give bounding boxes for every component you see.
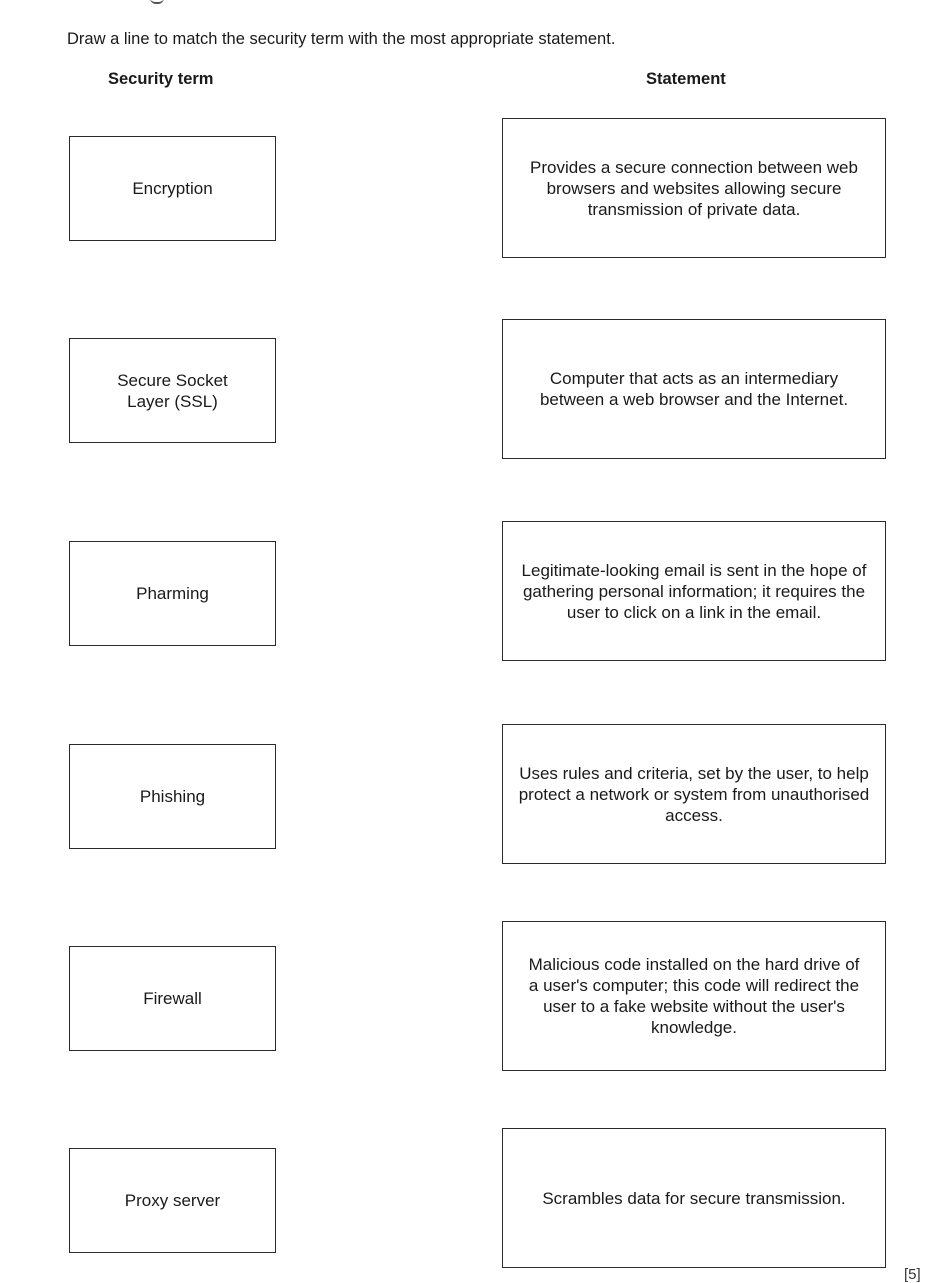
statement-box-5[interactable]: [502, 921, 886, 1071]
statement-text: Scrambles data for secure transmission.: [542, 1188, 846, 1208]
term-label: Pharming: [136, 584, 209, 603]
statement-text: Uses rules and criteria, set by the user, to help protect a network or system from unauthorised access.: [518, 763, 870, 825]
term-box-pharming[interactable]: [69, 541, 276, 646]
term-box-phishing[interactable]: [69, 744, 276, 849]
security-term-heading: Security term: [108, 70, 214, 88]
statement-text: Legitimate-looking email is sent in the hope of gathering personal information; it requires the user to click on a link in the email.: [521, 560, 867, 622]
statement-box-2[interactable]: [502, 319, 886, 459]
term-box-proxy-server[interactable]: [69, 1148, 276, 1253]
statement-box-3[interactable]: [502, 521, 886, 661]
statement-text: Computer that acts as an intermediary between a web browser and the Internet.: [539, 369, 849, 409]
statement-heading: Statement: [646, 70, 726, 88]
cropped-text-fragment: [150, 0, 164, 4]
term-label: Firewall: [143, 989, 202, 1008]
term-label: Phishing: [139, 787, 206, 806]
term-box-ssl[interactable]: [69, 338, 276, 443]
term-label: Secure Socket Layer (SSL): [117, 370, 228, 411]
statement-box-4[interactable]: [502, 724, 886, 864]
term-label: Encryption: [132, 179, 213, 198]
marks-indicator: [5]: [904, 1266, 921, 1283]
statement-text: Malicious code installed on the hard drive of a user's computer; this code will redirect the user to a fake website without the user's knowledge.: [528, 955, 860, 1037]
statement-text: Provides a secure connection between web browsers and websites allowing secure transmission of private data.: [530, 157, 858, 219]
term-label: Proxy server: [124, 1191, 221, 1210]
question-instruction: Draw a line to match the security term with the most appropriate statement.: [67, 30, 616, 48]
statement-box-6[interactable]: [502, 1128, 886, 1268]
statement-box-1[interactable]: [502, 118, 886, 258]
term-box-firewall[interactable]: [69, 946, 276, 1051]
term-box-encryption[interactable]: [69, 136, 276, 241]
